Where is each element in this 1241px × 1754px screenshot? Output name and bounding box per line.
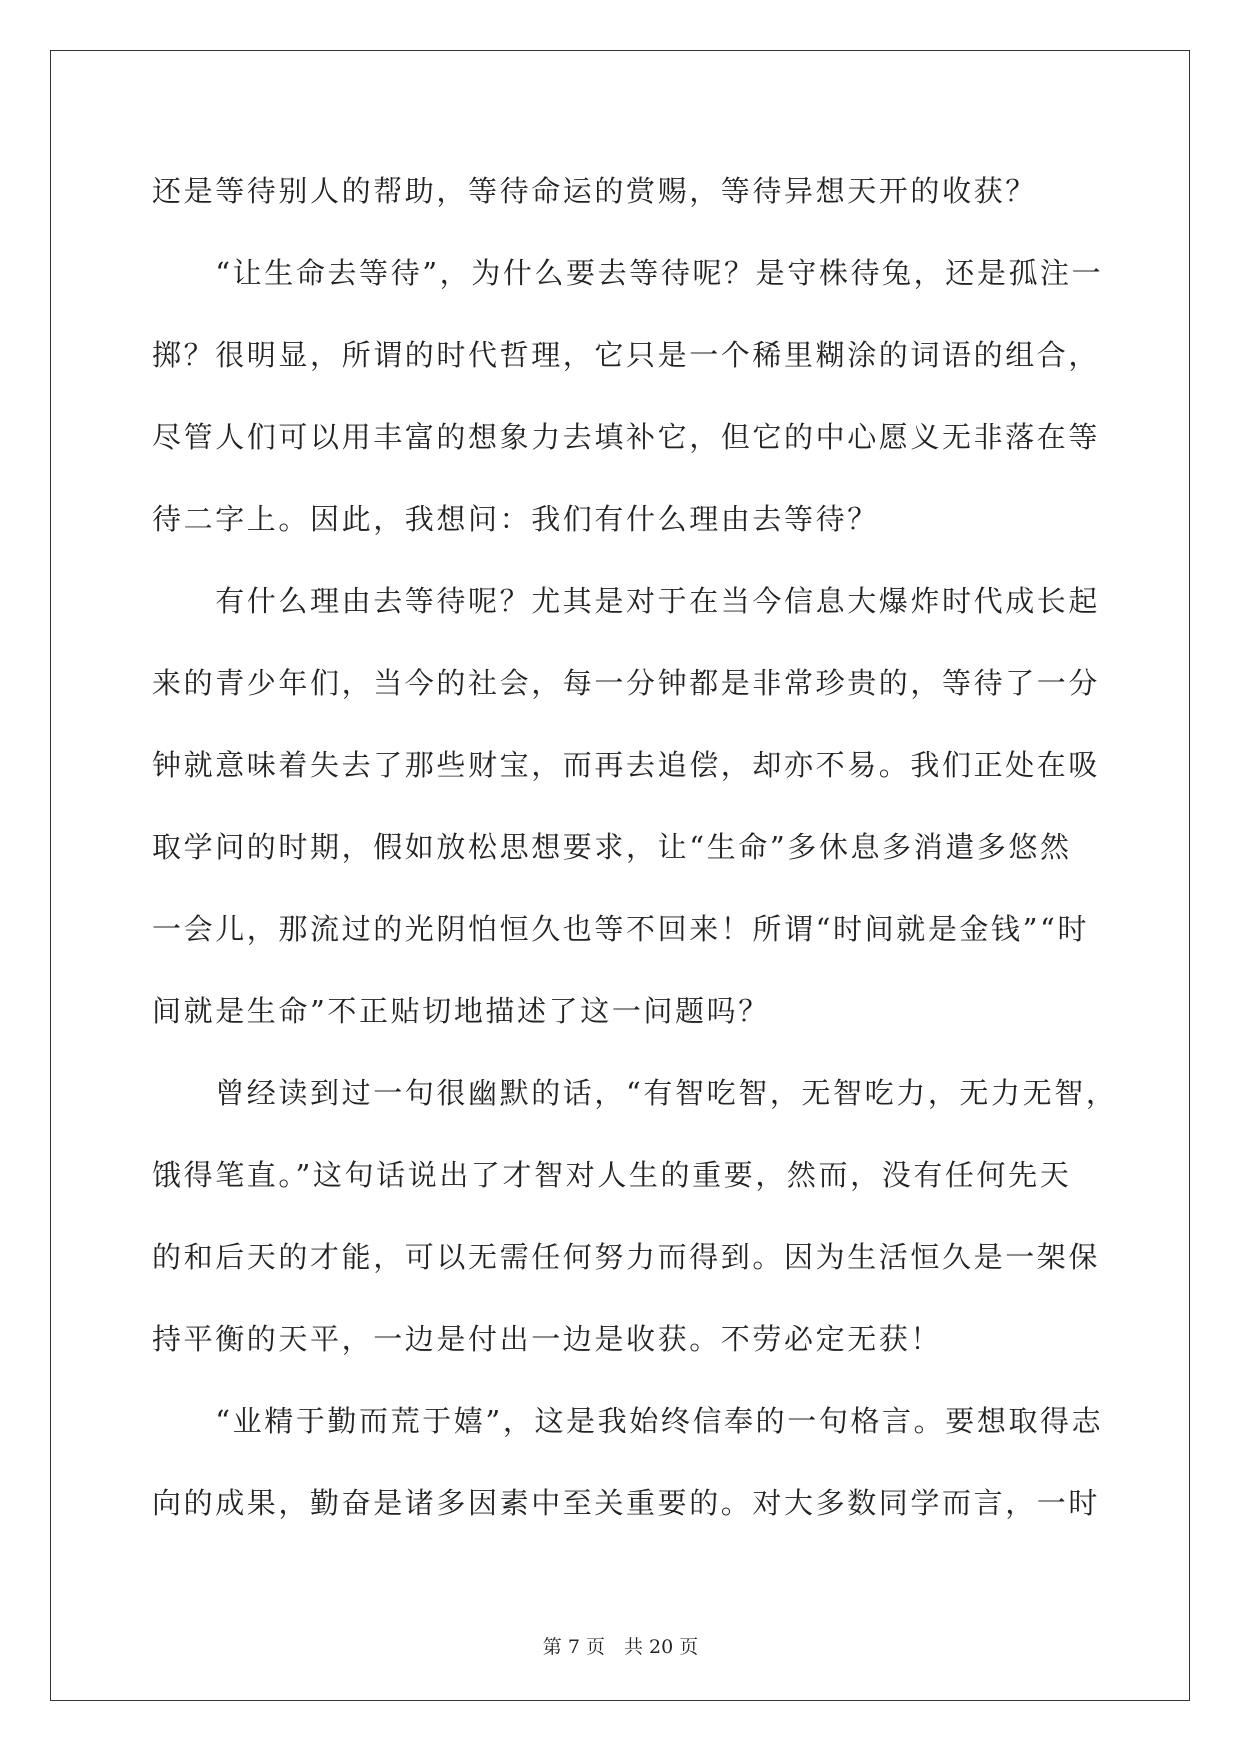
text-line: 来的青少年们，当今的社会，每一分钟都是非常珍贵的，等待了一分 bbox=[152, 666, 1101, 700]
text-line: 曾经读到过一句很幽默的话，“有智吃智，无智吃力，无力无智， bbox=[152, 1076, 1118, 1110]
document-body bbox=[152, 158, 1118, 1552]
text-line: 取学问的时期，假如放松思想要求，让“生命”多休息多消遣多悠然 bbox=[152, 830, 1072, 864]
text-line: 饿得笔直。”这句话说出了才智对人生的重要，然而，没有任何先天 bbox=[152, 1158, 1072, 1192]
text-line: 还是等待别人的帮助，等待命运的赏赐，等待异想天开的收获？ bbox=[152, 174, 1037, 208]
text-line: 的和后天的才能，可以无需任何努力而得到。因为生活恒久是一架保 bbox=[152, 1240, 1101, 1274]
text-line: 一会儿，那流过的光阴怕恒久也等不回来！所谓“时间就是金钱”“时 bbox=[152, 912, 1090, 946]
text-line: 掷？很明显，所谓的时代哲理，它只是一个稀里糊涂的词语的组合， bbox=[152, 338, 1101, 372]
text-line: “让生命去等待”，为什么要去等待呢？是守株待兔，还是孤注一 bbox=[152, 256, 1104, 290]
text-line: 向的成果，勤奋是诸多因素中至关重要的。对大多数同学而言，一时 bbox=[152, 1486, 1101, 1520]
text-line: 钟就意味着失去了那些财宝，而再去追偿，却亦不易。我们正处在吸 bbox=[152, 748, 1101, 782]
text-line: 持平衡的天平，一边是付出一边是收获。不劳必定无获！ bbox=[152, 1322, 943, 1356]
text-line: 有什么理由去等待呢？尤其是对于在当今信息大爆炸时代成长起 bbox=[152, 584, 1101, 618]
text-line: 待二字上。因此，我想问：我们有什么理由去等待？ bbox=[152, 502, 879, 536]
text-line: 间就是生命”不正贴切地描述了这一问题吗？ bbox=[152, 994, 770, 1028]
page-number-footer: 第 7 页 共 20 页 bbox=[542, 1636, 699, 1658]
text-line: “业精于勤而荒于嬉”，这是我始终信奉的一句格言。要想取得志 bbox=[152, 1404, 1104, 1438]
text-line: 尽管人们可以用丰富的想象力去填补它，但它的中心愿义无非落在等 bbox=[152, 420, 1101, 454]
